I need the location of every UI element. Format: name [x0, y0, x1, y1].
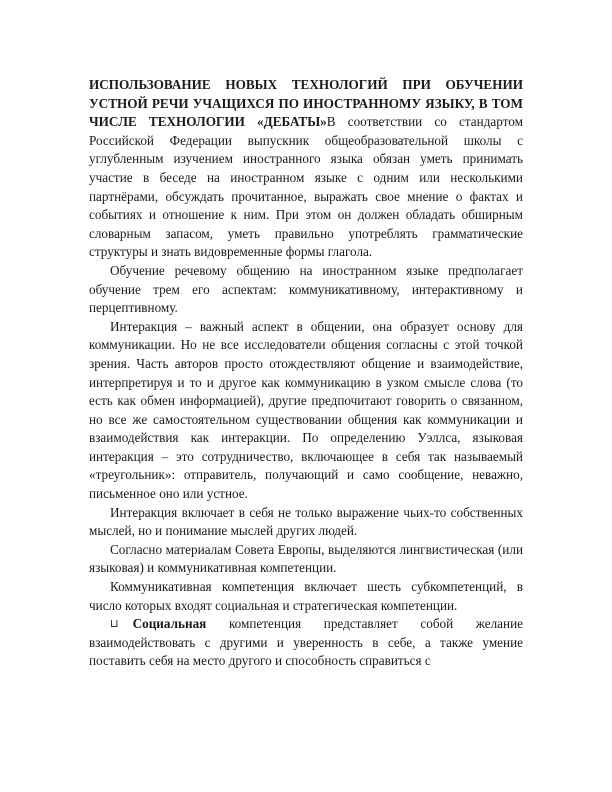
paragraph-interaction-thoughts: Интеракция включает в себя не только выражение чьих-то собственных мыслей, но и понимание мыслей других людей.: [89, 504, 523, 539]
paragraph-council-of-europe: Согласно материалам Совета Европы, выделяются лингвистическая (или языковая) и коммуникативная компетенции.: [89, 541, 523, 576]
bullet-lead-bold: Социальная: [132, 616, 207, 632]
paragraph-aspects: Обучение речевому общению на иностранном языке предполагает обучение трем его аспектам: коммуникативному, интерактивному и перцептивному.: [89, 262, 523, 316]
document-text-column: [89, 76, 523, 671]
bullet-item-social-competence: [89, 615, 523, 671]
intro-paragraph-text: В соответствии со стандартом Российской Федерации выпускник общеобразовательной школы с углубленным изучением иностранного языка обязан уметь принимать участие в беседе на иностранном языке с одним или несколькими партнёрами, обсуждать прочитанное, выражать свое мнение о фактах и событиях и отношение к ним. При этом он должен обладать обширным словарным запасом, уметь правильно употреблять грамматические структуры и знать видовременные формы глагола.: [89, 114, 523, 260]
bullet-item-text: компетенция представляет собой желание взаимодействовать с другими и уверенность в себе, а также умение поставить себя на место другого и способность справиться с: [89, 616, 523, 669]
title-and-intro-block: [89, 76, 523, 262]
page-title: ИСПОЛЬЗОВАНИЕ НОВЫХ ТЕХНОЛОГИЙ ПРИ ОБУЧЕНИИ УСТНОЙ РЕЧИ УЧАЩИХСЯ ПО ИНОСТРАННОМУ ЯЗЫКУ, В ТОМ ЧИСЛЕ ТЕХНОЛОГИИ «ДЕБАТЫ»: [89, 77, 523, 130]
box-bullet-glyph-icon: ⊔: [110, 617, 119, 631]
paragraph-subcompetences: Коммуникативная компетенция включает шесть субкомпетенций, в число которых входят социальная и стратегическая компетенции.: [89, 579, 523, 613]
paragraph-interaction: Интеракция – важный аспект в общении, она образует основу для коммуникации. Но не все исследователи общения согласны с этой точкой зрения. Часть авторов просто отождествляют общение и взаимодействие, интерпретируя и то и другое как коммуникацию в узком смысле слова (то есть как обмен информацией), другие предпочитают говорить о связанном, но все же самостоятельном существовании общения как коммуникации и взаимодействия как интеракции. По определению Уэллса, языковая интеракция – это сотрудничество, включающее в себя так называемый «треугольник»: отправитель, получающий и само сообщение, неважно, письменное оно или устное.: [89, 318, 523, 502]
